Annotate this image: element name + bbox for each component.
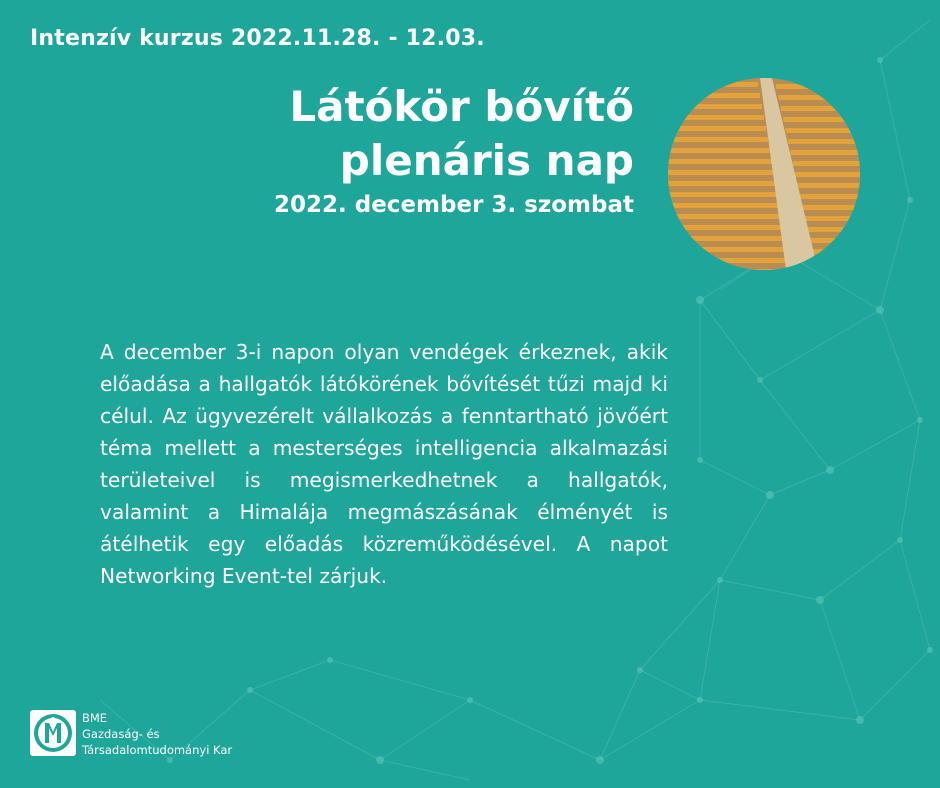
title-line-1: Látókör bővítő <box>289 82 634 131</box>
auditorium-photo <box>668 78 860 270</box>
seat-row <box>668 203 780 208</box>
title-line-2: plenáris nap <box>339 136 634 185</box>
event-date: 2022. december 3. szombat <box>273 192 634 218</box>
seat-row <box>668 214 782 219</box>
description-paragraph: A december 3-i napon olyan vendégek érkeznek, akik előadása a hallgatók látókörének bővítését tűzi majd ki célul. Az ügyvezérelt vállalkozás a fenntartható jövőért téma mellett a mesterséges intelligencia alkalmazási területeivel is megismerkedhetnek a hallgatók, valamint a Himalája megmászásának élményét is átélhetik egy előadás közreműködésével. A napot Networking Event-tel zárjuk. <box>100 340 668 588</box>
seat-row <box>668 126 766 131</box>
seat-row <box>668 181 776 186</box>
seat-row <box>788 139 860 144</box>
seat-row <box>668 159 772 164</box>
seat-row <box>668 225 784 230</box>
seat-row <box>795 172 860 177</box>
faculty-line-1: BME <box>82 711 108 725</box>
seat-row <box>668 192 778 197</box>
seat-row <box>786 128 860 133</box>
faculty-line-3: Társadalomtudományi Kar <box>82 743 233 757</box>
faculty-line-2: Gazdaság- és <box>82 727 160 741</box>
seat-row <box>800 194 860 199</box>
title-block <box>274 80 634 218</box>
course-header: Intenzív kurzus 2022.11.28. - 12.03. <box>30 26 485 51</box>
bme-logo <box>30 710 76 756</box>
seat-row <box>668 148 770 153</box>
seat-row <box>668 137 768 142</box>
seat-row <box>798 183 860 188</box>
faculty-name <box>82 710 232 758</box>
seat-row <box>802 205 860 210</box>
seat-row <box>790 150 860 155</box>
seat-row <box>793 161 860 166</box>
seat-row <box>668 170 774 175</box>
